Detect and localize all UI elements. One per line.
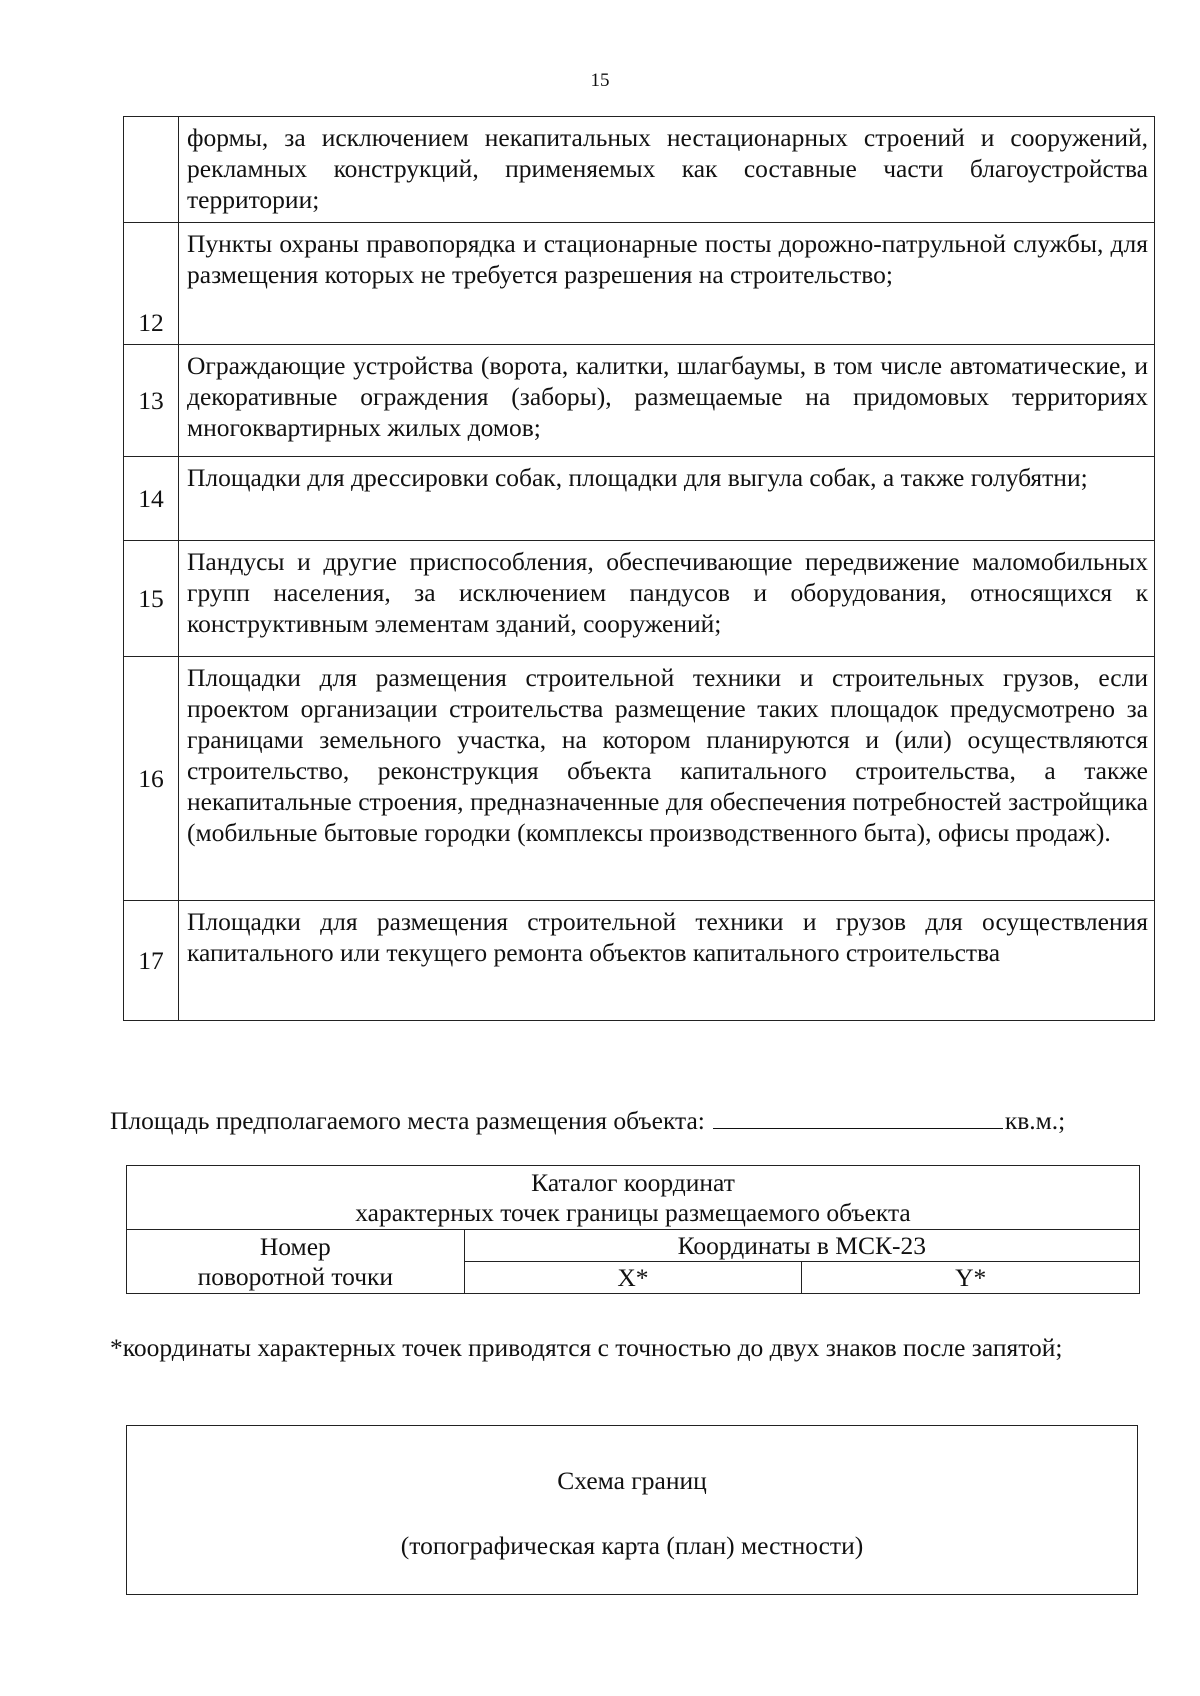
row-text: Пандусы и другие приспособления, обеспечивающие передвижение маломобильных групп населения, за исключением пандусов и оборудования, относящихся к конструктивным элементам зданий, сооружений; [179,541,1155,657]
page-number: 15 [590,70,610,91]
x-header: X* [464,1262,802,1294]
objects-table [123,116,1155,1021]
scheme-subtitle: (топографическая карта (план) местности) [400,1531,864,1560]
coordinates-catalog-table [126,1165,1140,1294]
row-number [124,117,179,223]
catalog-header-row [127,1230,1140,1262]
catalog-title [127,1166,1140,1230]
catalog-title-line1: Каталог координат [531,1167,735,1197]
row-number: 14 [124,457,179,541]
area-unit: кв.м.; [1004,1106,1066,1135]
row-text: Ограждающие устройства (ворота, калитки, шлагбаумы, в том числе автоматические, и декоративные ограждения (заборы), размещаемые на придомовых территориях многоквартирных жилых домов; [179,345,1155,457]
area-line [110,1104,1150,1136]
table-row [124,901,1155,1021]
y-header: Y* [802,1262,1140,1294]
catalog-title-row [127,1166,1140,1230]
scheme-title: Схема границ [557,1466,707,1495]
table-row [124,541,1155,657]
table-row [124,117,1155,223]
scheme-box [126,1425,1138,1595]
area-label: Площадь предполагаемого места размещения объекта: [110,1106,705,1135]
row-number: 17 [124,901,179,1021]
row-text: Пункты охраны правопорядка и стационарные посты дорожно-патрульной службы, для размещения которых не требуется разрешения на строительство; [179,223,1155,345]
table-row [124,223,1155,345]
row-text: Площадки для размещения строительной техники и строительных грузов, если проектом организации строительства размещение таких площадок предусмотрено за границами земельного участка, на котором планируются и (или) осуществляются строительство, реконструкция объекта капитального строительства, а также некапитальные строения, предназначенные для обеспечения потребностей застройщика (мобильные бытовые городки (комплексы производственного быта), офисы продаж). [179,657,1155,901]
point-number-header [127,1230,465,1294]
row-number: 13 [124,345,179,457]
point-number-header-line2: поворотной точки [197,1261,394,1291]
footnote: *координаты характерных точек приводятся с точностью до двух знаков после запятой; [110,1333,1063,1362]
row-text: Площадки для размещения строительной техники и грузов для осуществления капитального или текущего ремонта объектов капитального строительства [179,901,1155,1021]
table-row [124,345,1155,457]
row-number: 12 [124,223,179,345]
row-number: 15 [124,541,179,657]
row-number: 16 [124,657,179,901]
catalog-title-line2: характерных точек границы размещаемого объекта [355,1197,911,1227]
table-row [124,657,1155,901]
table-row [124,457,1155,541]
row-text: Площадки для дрессировки собак, площадки для выгула собак, а также голубятни; [179,457,1155,541]
coordinates-header: Координаты в МСК-23 [464,1230,1139,1262]
point-number-header-line1: Номер [259,1231,331,1261]
row-text: формы, за исключением некапитальных нестационарных строений и сооружений, рекламных конструкций, применяемых как составные части благоустройства территории; [179,117,1155,223]
area-input-blank[interactable] [713,1104,1003,1129]
